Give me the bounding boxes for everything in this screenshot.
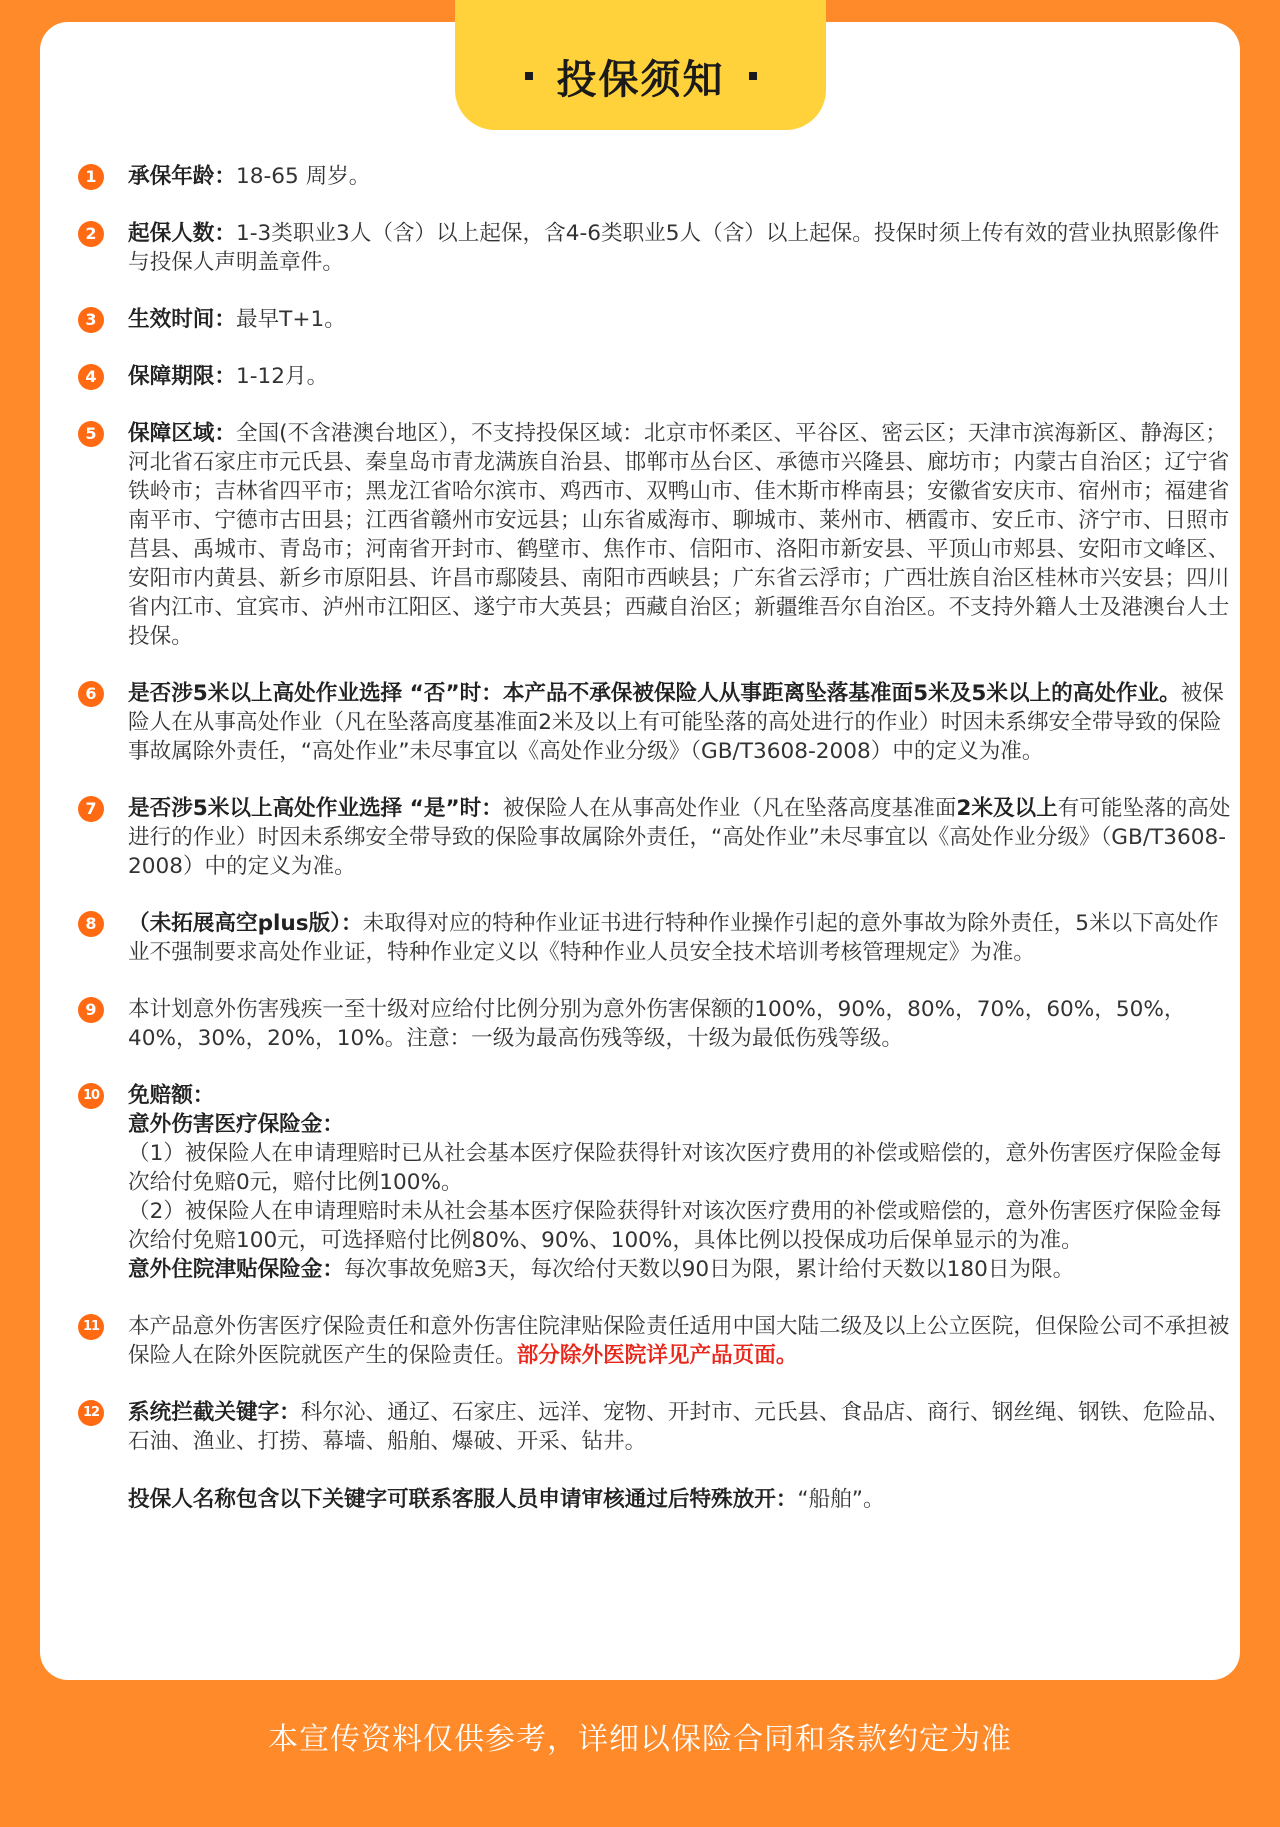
notice-item-8 [78, 909, 1234, 967]
notice-item-4 [78, 362, 1234, 391]
item-text: （2）被保险人在申请理赔时未从社会基本医疗保险获得针对该次医疗费用的补偿或赔偿的，意外伤害医疗保险金每次给付免赔100元，可选择赔付比例80%、90%、100%，具体比例以投保成功后保单显示的为准。 [128, 1199, 1222, 1253]
item-text: “船舶”。 [797, 1487, 885, 1512]
item-text: 1-12月。 [235, 364, 329, 389]
item-text: （1）被保险人在申请理赔时已从社会基本医疗保险获得针对该次医疗费用的补偿或赔偿的，意外伤害医疗保险金每次给付免赔0元，赔付比例100%。 [128, 1141, 1222, 1195]
item-text: 科尔沁、通辽、石家庄、远洋、宠物、开封市、元氏县、食品店、商行、钢丝绳、钢铁、危险品、石油、渔业、打捞、幕墙、船舶、爆破、开采、钻井。 [128, 1400, 1230, 1454]
title-dot-left [525, 72, 533, 80]
notice-card [40, 22, 1240, 1680]
item-label: （未拓展高空plus版）： [128, 911, 363, 936]
notice-item-7 [78, 794, 1234, 881]
item-label: 免赔额： [128, 1083, 215, 1108]
item-text: 本产品意外伤害医疗保险责任和意外伤害住院津贴保险责任适用中国大陆二级及以上公立医院，但保险公司不承担被保险人在除外医院就医产生的保险责任。 [128, 1314, 1230, 1368]
item-text: 有可能坠落的高处进行的作业）时因未系绑安全带导致的保险事故属除外责任，“高处作业”未尽事宜以《高处作业分级》（GB/T3608-2008）中的定义为准。 [128, 796, 1231, 879]
item-label: 起保人数： [128, 221, 236, 246]
item-text: 每次事故免赔3天，每次给付天数以90日为限，累计给付天数以180日为限。 [343, 1257, 1075, 1282]
notice-list [78, 162, 1234, 1542]
item-text: 未取得对应的特种作业证书进行特种作业操作引起的意外事故为除外责任，5米以下高处作业不强制要求高处作业证，特种作业定义以《特种作业人员安全技术培训考核管理规定》为准。 [128, 911, 1219, 965]
item-bold-text: 2米及以上 [956, 796, 1058, 821]
item-number-badge: 9 [78, 997, 104, 1023]
item-label: 生效时间： [128, 307, 236, 332]
item-number-badge: 6 [78, 681, 104, 707]
item-label: 是否涉5米以上高处作业选择 “否”时：本产品不承保被保险人从事距离坠落基准面5米及5米以上的高处作业。 [128, 681, 1181, 706]
item-number-badge: 11 [78, 1314, 104, 1340]
item-sub-label: 投保人名称包含以下关键字可联系客服人员申请审核通过后特殊放开： [128, 1487, 798, 1512]
title-dot-right [749, 72, 757, 80]
item-sub-label: 意外住院津贴保险金： [128, 1257, 344, 1282]
notice-item-1 [78, 162, 1234, 191]
item-label: 保障区域： [128, 421, 236, 446]
item-text: 最早T+1。 [235, 307, 346, 332]
item-text: 被保险人在从事高处作业（凡在坠落高度基准面2米及以上有可能坠落的高处进行的作业）时因未系绑安全带导致的保险事故属除外责任，“高处作业”未尽事宜以《高处作业分级》（GB/T3608-2008）中的定义为准。 [128, 681, 1224, 764]
page-title: 投保须知 [556, 56, 725, 103]
notice-item-12 [78, 1398, 1234, 1514]
notice-item-5 [78, 419, 1234, 651]
notice-item-3 [78, 305, 1234, 334]
item-text: 1-3类职业3人（含）以上起保，含4-6类职业5人（含）以上起保。投保时须上传有效的营业执照影像件与投保人声明盖章件。 [128, 221, 1220, 275]
disclaimer-footer: 本宣传资料仅供参考，详细以保险合同和条款约定为准 [268, 1722, 1012, 1757]
item-number-badge: 7 [78, 796, 104, 822]
item-number-badge: 10 [78, 1083, 104, 1109]
notice-item-2 [78, 219, 1234, 277]
item-number-badge: 3 [78, 307, 104, 333]
item-number-badge: 1 [78, 164, 104, 190]
item-label: 是否涉5米以上高处作业选择 “是”时： [128, 796, 503, 821]
title-tab [455, 0, 826, 130]
notice-item-6 [78, 679, 1234, 766]
item-text: 18-65 周岁。 [235, 164, 371, 189]
item-text: 被保险人在从事高处作业（凡在坠落高度基准面 [502, 796, 957, 821]
notice-item-11 [78, 1312, 1234, 1370]
item-label: 保障期限： [128, 364, 236, 389]
item-label: 承保年龄： [128, 164, 236, 189]
item-highlight-text: 部分除外医院详见产品页面。 [516, 1343, 798, 1368]
item-number-badge: 5 [78, 421, 104, 447]
item-label: 系统拦截关键字： [128, 1400, 301, 1425]
item-text: 本计划意外伤害残疾一至十级对应给付比例分别为意外伤害保额的100%，90%，80%，70%，60%，50%，40%，30%，20%，10%。注意：一级为最高伤残等级，十级为最低伤残等级。 [128, 997, 1186, 1051]
notice-item-9 [78, 995, 1234, 1053]
item-number-badge: 4 [78, 364, 104, 390]
item-number-badge: 8 [78, 911, 104, 937]
notice-item-10 [78, 1081, 1234, 1284]
item-text: 全国(不含港澳台地区），不支持投保区域：北京市怀柔区、平谷区、密云区；天津市滨海新区、静海区；河北省石家庄市元氏县、秦皇岛市青龙满族自治县、邯郸市丛台区、承德市兴隆县、廊坊市；内蒙古自治区；辽宁省铁岭市；吉林省四平市；黑龙江省哈尔滨市、鸡西市、双鸭山市、佳木斯市桦南县；安徽省安庆市、宿州市；福建省南平市、宁德市古田县；江西省赣州市安远县；山东省威海市、聊城市、莱州市、栖霞市、安丘市、济宁市、日照市莒县、禹城市、青岛市；河南省开封市、鹤壁市、焦作市、信阳市、洛阳市新安县、平顶山市郏县、安阳市文峰区、安阳市内黄县、新乡市原阳县、许昌市鄢陵县、南阳市西峡县；广东省云浮市；广西壮族自治区桂林市兴安县；四川省内江市、宜宾市、泸州市江阳区、遂宁市大英县；西藏自治区；新疆维吾尔自治区。不支持外籍人士及港澳台人士投保。 [128, 421, 1230, 649]
item-number-badge: 2 [78, 221, 104, 247]
item-number-badge: 12 [78, 1400, 104, 1426]
item-sub-label: 意外伤害医疗保险金： [128, 1112, 344, 1137]
